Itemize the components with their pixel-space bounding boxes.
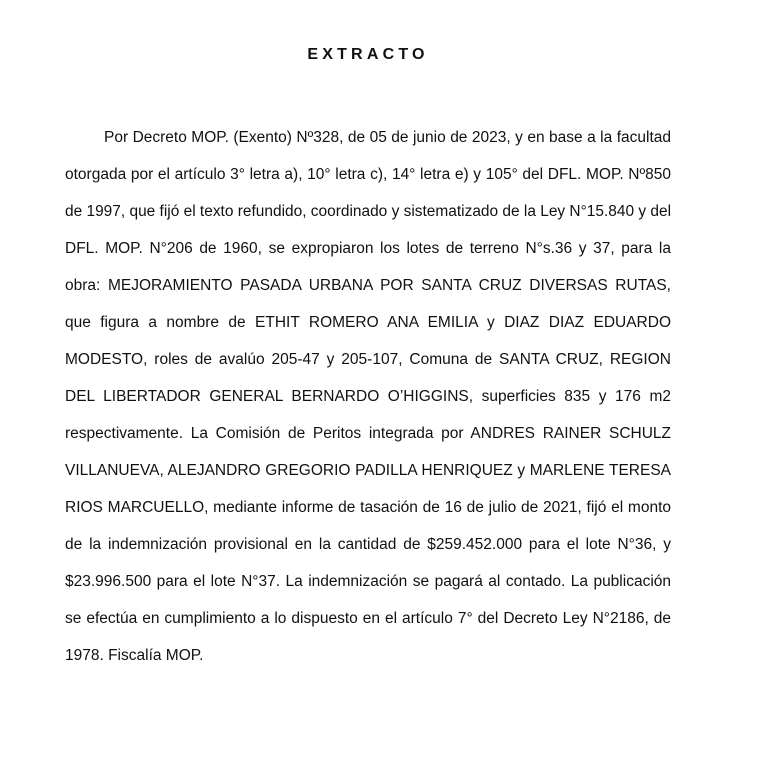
body-line-11: RIOS MARCUELLO, mediante informe de tasación de 16 de julio de 2021, fijó el monto <box>65 499 671 516</box>
body-line-8: DEL LIBERTADOR GENERAL BERNARDO O’HIGGINS, superficies 835 y 176 m2 <box>65 388 671 405</box>
body-line-1: Por Decreto MOP. (Exento) Nº328, de 05 de junio de 2023, y en base a la facultad <box>104 129 671 146</box>
document-body-paragraph <box>65 119 671 674</box>
body-line-7: MODESTO, roles de avalúo 205-47 y 205-107, Comuna de SANTA CRUZ, REGION <box>65 351 671 368</box>
body-line-3: de 1997, que fijó el texto refundido, coordinado y sistematizado de la Ley N°15.840 y del <box>65 203 672 220</box>
body-line-2: otorgada por el artículo 3° letra a), 10° letra c), 14° letra e) y 105° del DFL. MOP. Nº850 <box>65 166 671 183</box>
body-line-10: VILLANUEVA, ALEJANDRO GREGORIO PADILLA HENRIQUEZ y MARLENE TERESA <box>65 462 671 479</box>
body-line-12: de la indemnización provisional en la cantidad de $259.452.000 para el lote N°36, y <box>65 536 671 553</box>
body-line-5: obra: MEJORAMIENTO PASADA URBANA POR SANTA CRUZ DIVERSAS RUTAS, <box>65 277 671 294</box>
body-line-13: $23.996.500 para el lote N°37. La indemnización se pagará al contado. La publicación <box>65 573 671 590</box>
document-title: EXTRACTO <box>307 46 429 63</box>
body-line-9: respectivamente. La Comisión de Peritos integrada por ANDRES RAINER SCHULZ <box>65 425 671 442</box>
body-line-14: se efectúa en cumplimiento a lo dispuesto en el artículo 7° del Decreto Ley N°2186, de <box>65 610 671 627</box>
body-line-4: DFL. MOP. N°206 de 1960, se expropiaron los lotes de terreno N°s.36 y 37, para la <box>65 240 671 257</box>
body-line-15: 1978. Fiscalía MOP. <box>65 647 204 664</box>
body-line-6: que figura a nombre de ETHIT ROMERO ANA EMILIA y DIAZ DIAZ EDUARDO <box>65 314 671 331</box>
